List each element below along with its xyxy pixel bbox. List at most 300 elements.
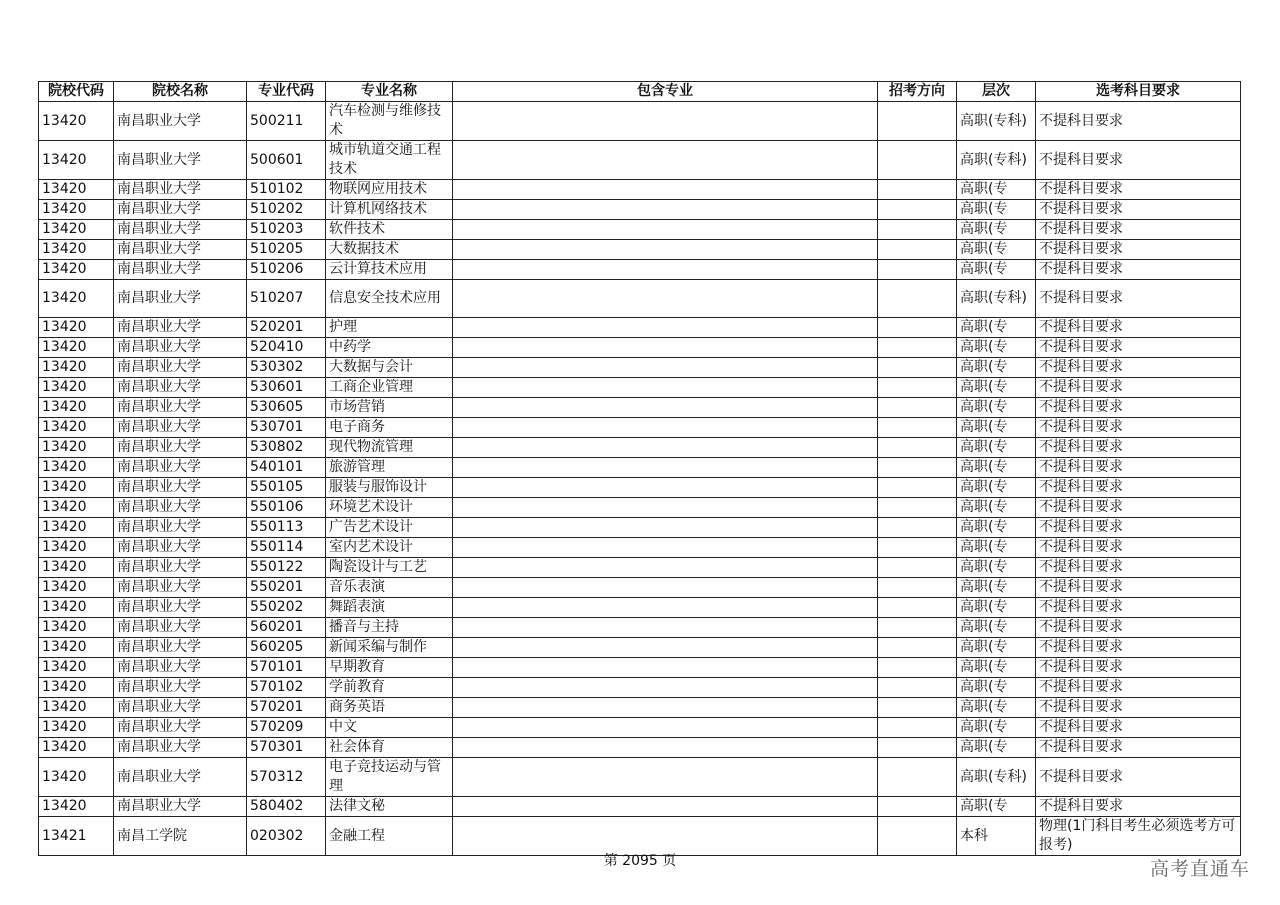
cell-school-code: 13420 — [39, 240, 114, 260]
cell-school-name: 南昌职业大学 — [114, 558, 247, 578]
cell-major-code: 530601 — [247, 378, 326, 398]
cell-school-name: 南昌职业大学 — [114, 418, 247, 438]
cell-direction — [878, 102, 957, 141]
cell-school-name: 南昌职业大学 — [114, 141, 247, 180]
cell-direction — [878, 280, 957, 318]
header-included-majors: 包含专业 — [453, 82, 878, 102]
cell-school-name: 南昌职业大学 — [114, 220, 247, 240]
cell-included-majors — [453, 578, 878, 598]
cell-level: 高职(专 — [957, 418, 1036, 438]
cell-major-name: 学前教育 — [326, 678, 453, 698]
cell-major-name: 护理 — [326, 318, 453, 338]
page-number: 第 2095 页 — [603, 853, 677, 869]
cell-major-name: 播音与主持 — [326, 618, 453, 638]
cell-level: 高职(专 — [957, 618, 1036, 638]
cell-school-code: 13420 — [39, 738, 114, 758]
cell-major-code: 540101 — [247, 458, 326, 478]
table-row — [39, 698, 1241, 718]
cell-major-name: 电子竞技运动与管理 — [326, 758, 453, 797]
cell-major-code: 580402 — [247, 797, 326, 817]
cell-major-name: 中文 — [326, 718, 453, 738]
cell-major-name: 商务英语 — [326, 698, 453, 718]
cell-direction — [878, 418, 957, 438]
cell-direction — [878, 598, 957, 618]
cell-included-majors — [453, 180, 878, 200]
cell-subject-requirement: 不提科目要求 — [1036, 718, 1241, 738]
cell-major-name: 大数据与会计 — [326, 358, 453, 378]
table-row — [39, 558, 1241, 578]
cell-school-code: 13420 — [39, 598, 114, 618]
cell-major-name: 软件技术 — [326, 220, 453, 240]
cell-school-code: 13420 — [39, 358, 114, 378]
table-row — [39, 338, 1241, 358]
table-row — [39, 260, 1241, 280]
cell-school-code: 13420 — [39, 318, 114, 338]
cell-level: 高职(专 — [957, 200, 1036, 220]
cell-major-name: 大数据技术 — [326, 240, 453, 260]
header-major-code: 专业代码 — [247, 82, 326, 102]
cell-major-code: 530302 — [247, 358, 326, 378]
cell-school-code: 13420 — [39, 797, 114, 817]
cell-level: 高职(专 — [957, 658, 1036, 678]
cell-direction — [878, 220, 957, 240]
cell-school-name: 南昌职业大学 — [114, 378, 247, 398]
cell-level: 高职(专科) — [957, 141, 1036, 180]
cell-subject-requirement: 不提科目要求 — [1036, 102, 1241, 141]
cell-major-code: 550106 — [247, 498, 326, 518]
cell-level: 高职(专 — [957, 180, 1036, 200]
cell-school-name: 南昌职业大学 — [114, 797, 247, 817]
cell-included-majors — [453, 738, 878, 758]
cell-subject-requirement: 不提科目要求 — [1036, 338, 1241, 358]
table-row — [39, 797, 1241, 817]
cell-level: 高职(专 — [957, 260, 1036, 280]
cell-school-name: 南昌职业大学 — [114, 658, 247, 678]
cell-major-code: 530802 — [247, 438, 326, 458]
cell-major-name: 信息安全技术应用 — [326, 280, 453, 318]
table-row — [39, 498, 1241, 518]
cell-major-name: 法律文秘 — [326, 797, 453, 817]
cell-major-code: 510207 — [247, 280, 326, 318]
cell-major-name: 环境艺术设计 — [326, 498, 453, 518]
cell-major-code: 510202 — [247, 200, 326, 220]
cell-school-code: 13420 — [39, 260, 114, 280]
cell-level: 高职(专 — [957, 458, 1036, 478]
cell-level: 本科 — [957, 817, 1036, 856]
cell-level: 高职(专 — [957, 398, 1036, 418]
cell-major-name: 早期教育 — [326, 658, 453, 678]
cell-school-name: 南昌职业大学 — [114, 698, 247, 718]
cell-direction — [878, 458, 957, 478]
cell-school-code: 13420 — [39, 478, 114, 498]
cell-school-name: 南昌职业大学 — [114, 102, 247, 141]
cell-level: 高职(专 — [957, 240, 1036, 260]
cell-school-name: 南昌职业大学 — [114, 358, 247, 378]
cell-school-code: 13420 — [39, 378, 114, 398]
header-school-name: 院校名称 — [114, 82, 247, 102]
cell-major-name: 旅游管理 — [326, 458, 453, 478]
cell-major-name: 工商企业管理 — [326, 378, 453, 398]
cell-school-code: 13420 — [39, 338, 114, 358]
cell-school-code: 13420 — [39, 618, 114, 638]
cell-major-code: 550113 — [247, 518, 326, 538]
cell-level: 高职(专 — [957, 378, 1036, 398]
cell-major-code: 510205 — [247, 240, 326, 260]
cell-included-majors — [453, 102, 878, 141]
table-row — [39, 180, 1241, 200]
cell-subject-requirement: 不提科目要求 — [1036, 538, 1241, 558]
cell-direction — [878, 698, 957, 718]
table-row — [39, 678, 1241, 698]
table-body — [39, 102, 1241, 856]
table-row — [39, 240, 1241, 260]
cell-direction — [878, 538, 957, 558]
cell-level: 高职(专 — [957, 318, 1036, 338]
cell-subject-requirement: 不提科目要求 — [1036, 438, 1241, 458]
table-row — [39, 618, 1241, 638]
cell-major-name: 物联网应用技术 — [326, 180, 453, 200]
cell-direction — [878, 180, 957, 200]
cell-major-code: 570201 — [247, 698, 326, 718]
table-row — [39, 102, 1241, 141]
cell-level: 高职(专科) — [957, 102, 1036, 141]
cell-subject-requirement: 不提科目要求 — [1036, 578, 1241, 598]
cell-school-name: 南昌职业大学 — [114, 758, 247, 797]
cell-direction — [878, 398, 957, 418]
table-row — [39, 458, 1241, 478]
cell-subject-requirement: 不提科目要求 — [1036, 200, 1241, 220]
cell-subject-requirement: 不提科目要求 — [1036, 318, 1241, 338]
cell-level: 高职(专 — [957, 738, 1036, 758]
cell-school-code: 13420 — [39, 458, 114, 478]
table-row — [39, 598, 1241, 618]
cell-school-code: 13421 — [39, 817, 114, 856]
cell-major-code: 530701 — [247, 418, 326, 438]
cell-major-name: 室内艺术设计 — [326, 538, 453, 558]
cell-subject-requirement: 物理(1门科目考生必须选考方可报考) — [1036, 817, 1241, 856]
cell-level: 高职(专 — [957, 478, 1036, 498]
cell-direction — [878, 200, 957, 220]
cell-subject-requirement: 不提科目要求 — [1036, 498, 1241, 518]
cell-school-name: 南昌职业大学 — [114, 338, 247, 358]
cell-major-name: 中药学 — [326, 338, 453, 358]
admission-table — [38, 81, 1241, 856]
cell-school-code: 13420 — [39, 220, 114, 240]
cell-major-name: 云计算技术应用 — [326, 260, 453, 280]
table-row — [39, 658, 1241, 678]
cell-level: 高职(专 — [957, 638, 1036, 658]
cell-major-code: 570301 — [247, 738, 326, 758]
cell-school-name: 南昌职业大学 — [114, 638, 247, 658]
cell-school-name: 南昌职业大学 — [114, 180, 247, 200]
cell-direction — [878, 658, 957, 678]
cell-school-code: 13420 — [39, 398, 114, 418]
cell-subject-requirement: 不提科目要求 — [1036, 638, 1241, 658]
cell-major-code: 570101 — [247, 658, 326, 678]
cell-direction — [878, 618, 957, 638]
cell-subject-requirement: 不提科目要求 — [1036, 598, 1241, 618]
cell-included-majors — [453, 678, 878, 698]
cell-included-majors — [453, 558, 878, 578]
table-row — [39, 638, 1241, 658]
cell-included-majors — [453, 220, 878, 240]
cell-school-name: 南昌职业大学 — [114, 678, 247, 698]
cell-included-majors — [453, 518, 878, 538]
cell-school-code: 13420 — [39, 438, 114, 458]
cell-school-name: 南昌职业大学 — [114, 618, 247, 638]
cell-level: 高职(专 — [957, 220, 1036, 240]
cell-included-majors — [453, 398, 878, 418]
cell-level: 高职(专 — [957, 797, 1036, 817]
cell-school-name: 南昌职业大学 — [114, 598, 247, 618]
cell-major-name: 新闻采编与制作 — [326, 638, 453, 658]
cell-included-majors — [453, 797, 878, 817]
cell-included-majors — [453, 141, 878, 180]
cell-major-name: 金融工程 — [326, 817, 453, 856]
cell-major-name: 陶瓷设计与工艺 — [326, 558, 453, 578]
cell-level: 高职(专 — [957, 698, 1036, 718]
cell-major-code: 550114 — [247, 538, 326, 558]
cell-direction — [878, 518, 957, 538]
cell-level: 高职(专科) — [957, 758, 1036, 797]
cell-major-code: 510102 — [247, 180, 326, 200]
cell-major-code: 530605 — [247, 398, 326, 418]
cell-school-code: 13420 — [39, 200, 114, 220]
cell-included-majors — [453, 338, 878, 358]
cell-subject-requirement: 不提科目要求 — [1036, 220, 1241, 240]
cell-included-majors — [453, 598, 878, 618]
cell-school-name: 南昌职业大学 — [114, 398, 247, 418]
header-direction: 招考方向 — [878, 82, 957, 102]
cell-major-code: 510203 — [247, 220, 326, 240]
cell-direction — [878, 758, 957, 797]
cell-school-code: 13420 — [39, 538, 114, 558]
cell-major-name: 音乐表演 — [326, 578, 453, 598]
cell-major-code: 520410 — [247, 338, 326, 358]
cell-subject-requirement: 不提科目要求 — [1036, 180, 1241, 200]
cell-included-majors — [453, 260, 878, 280]
cell-subject-requirement: 不提科目要求 — [1036, 260, 1241, 280]
cell-level: 高职(专 — [957, 338, 1036, 358]
header-school-code: 院校代码 — [39, 82, 114, 102]
table-row — [39, 141, 1241, 180]
table-header-row — [39, 82, 1241, 102]
table-row — [39, 398, 1241, 418]
cell-level: 高职(专 — [957, 578, 1036, 598]
cell-subject-requirement: 不提科目要求 — [1036, 458, 1241, 478]
cell-major-name: 汽车检测与维修技术 — [326, 102, 453, 141]
cell-level: 高职(专 — [957, 358, 1036, 378]
cell-direction — [878, 498, 957, 518]
cell-included-majors — [453, 698, 878, 718]
cell-level: 高职(专 — [957, 518, 1036, 538]
cell-subject-requirement: 不提科目要求 — [1036, 518, 1241, 538]
table-row — [39, 478, 1241, 498]
cell-direction — [878, 240, 957, 260]
cell-direction — [878, 797, 957, 817]
cell-level: 高职(专 — [957, 558, 1036, 578]
cell-school-code: 13420 — [39, 280, 114, 318]
cell-major-code: 510206 — [247, 260, 326, 280]
table-row — [39, 758, 1241, 797]
cell-major-name: 市场营销 — [326, 398, 453, 418]
cell-major-code: 570102 — [247, 678, 326, 698]
cell-included-majors — [453, 358, 878, 378]
cell-major-code: 500211 — [247, 102, 326, 141]
cell-school-code: 13420 — [39, 718, 114, 738]
table-row — [39, 578, 1241, 598]
cell-included-majors — [453, 638, 878, 658]
cell-included-majors — [453, 458, 878, 478]
cell-school-code: 13420 — [39, 758, 114, 797]
cell-included-majors — [453, 280, 878, 318]
cell-school-name: 南昌职业大学 — [114, 498, 247, 518]
cell-major-code: 570209 — [247, 718, 326, 738]
cell-major-code: 550202 — [247, 598, 326, 618]
table-row — [39, 418, 1241, 438]
cell-major-name: 电子商务 — [326, 418, 453, 438]
cell-subject-requirement: 不提科目要求 — [1036, 398, 1241, 418]
cell-included-majors — [453, 418, 878, 438]
cell-included-majors — [453, 200, 878, 220]
cell-subject-requirement: 不提科目要求 — [1036, 797, 1241, 817]
cell-school-name: 南昌职业大学 — [114, 280, 247, 318]
cell-subject-requirement: 不提科目要求 — [1036, 738, 1241, 758]
cell-direction — [878, 738, 957, 758]
cell-major-code: 570312 — [247, 758, 326, 797]
cell-subject-requirement: 不提科目要求 — [1036, 698, 1241, 718]
cell-included-majors — [453, 538, 878, 558]
table-row — [39, 318, 1241, 338]
cell-direction — [878, 260, 957, 280]
cell-school-name: 南昌职业大学 — [114, 578, 247, 598]
cell-direction — [878, 578, 957, 598]
cell-included-majors — [453, 658, 878, 678]
table-row — [39, 438, 1241, 458]
cell-direction — [878, 338, 957, 358]
cell-direction — [878, 678, 957, 698]
cell-major-name: 广告艺术设计 — [326, 518, 453, 538]
cell-level: 高职(专 — [957, 678, 1036, 698]
table-row — [39, 378, 1241, 398]
table-row — [39, 220, 1241, 240]
cell-direction — [878, 378, 957, 398]
cell-level: 高职(专 — [957, 438, 1036, 458]
cell-school-code: 13420 — [39, 498, 114, 518]
table-row — [39, 200, 1241, 220]
cell-school-name: 南昌职业大学 — [114, 458, 247, 478]
cell-school-name: 南昌职业大学 — [114, 260, 247, 280]
cell-major-code: 560201 — [247, 618, 326, 638]
cell-school-name: 南昌职业大学 — [114, 518, 247, 538]
table-row — [39, 358, 1241, 378]
cell-direction — [878, 438, 957, 458]
cell-subject-requirement: 不提科目要求 — [1036, 558, 1241, 578]
cell-subject-requirement: 不提科目要求 — [1036, 378, 1241, 398]
cell-school-name: 南昌职业大学 — [114, 538, 247, 558]
cell-subject-requirement: 不提科目要求 — [1036, 618, 1241, 638]
cell-school-code: 13420 — [39, 102, 114, 141]
cell-subject-requirement: 不提科目要求 — [1036, 658, 1241, 678]
cell-school-code: 13420 — [39, 678, 114, 698]
header-level: 层次 — [957, 82, 1036, 102]
cell-direction — [878, 478, 957, 498]
cell-direction — [878, 638, 957, 658]
cell-direction — [878, 141, 957, 180]
cell-subject-requirement: 不提科目要求 — [1036, 240, 1241, 260]
cell-school-code: 13420 — [39, 518, 114, 538]
cell-subject-requirement: 不提科目要求 — [1036, 418, 1241, 438]
cell-school-name: 南昌职业大学 — [114, 240, 247, 260]
cell-level: 高职(专科) — [957, 280, 1036, 318]
cell-direction — [878, 718, 957, 738]
cell-school-name: 南昌工学院 — [114, 817, 247, 856]
cell-included-majors — [453, 758, 878, 797]
cell-included-majors — [453, 240, 878, 260]
header-major-name: 专业名称 — [326, 82, 453, 102]
cell-school-name: 南昌职业大学 — [114, 200, 247, 220]
cell-school-code: 13420 — [39, 578, 114, 598]
cell-included-majors — [453, 378, 878, 398]
cell-school-code: 13420 — [39, 141, 114, 180]
table-row — [39, 538, 1241, 558]
table-row — [39, 738, 1241, 758]
cell-level: 高职(专 — [957, 538, 1036, 558]
cell-school-code: 13420 — [39, 418, 114, 438]
cell-included-majors — [453, 438, 878, 458]
cell-included-majors — [453, 478, 878, 498]
cell-level: 高职(专 — [957, 718, 1036, 738]
cell-subject-requirement: 不提科目要求 — [1036, 358, 1241, 378]
cell-included-majors — [453, 718, 878, 738]
cell-major-code: 520201 — [247, 318, 326, 338]
cell-school-code: 13420 — [39, 180, 114, 200]
cell-major-name: 现代物流管理 — [326, 438, 453, 458]
cell-level: 高职(专 — [957, 598, 1036, 618]
cell-school-name: 南昌职业大学 — [114, 438, 247, 458]
cell-major-name: 社会体育 — [326, 738, 453, 758]
cell-subject-requirement: 不提科目要求 — [1036, 478, 1241, 498]
cell-subject-requirement: 不提科目要求 — [1036, 758, 1241, 797]
cell-subject-requirement: 不提科目要求 — [1036, 678, 1241, 698]
cell-direction — [878, 358, 957, 378]
cell-school-code: 13420 — [39, 638, 114, 658]
cell-major-code: 550201 — [247, 578, 326, 598]
cell-included-majors — [453, 318, 878, 338]
header-subject-requirement: 选考科目要求 — [1036, 82, 1241, 102]
cell-level: 高职(专 — [957, 498, 1036, 518]
cell-direction — [878, 558, 957, 578]
cell-school-name: 南昌职业大学 — [114, 318, 247, 338]
table-row — [39, 280, 1241, 318]
cell-school-name: 南昌职业大学 — [114, 738, 247, 758]
cell-major-code: 500601 — [247, 141, 326, 180]
cell-school-code: 13420 — [39, 558, 114, 578]
cell-major-code: 550105 — [247, 478, 326, 498]
cell-subject-requirement: 不提科目要求 — [1036, 280, 1241, 318]
cell-school-code: 13420 — [39, 698, 114, 718]
cell-major-code: 020302 — [247, 817, 326, 856]
cell-school-code: 13420 — [39, 658, 114, 678]
cell-major-name: 计算机网络技术 — [326, 200, 453, 220]
cell-included-majors — [453, 618, 878, 638]
cell-school-name: 南昌职业大学 — [114, 718, 247, 738]
cell-major-code: 560205 — [247, 638, 326, 658]
cell-major-name: 城市轨道交通工程技术 — [326, 141, 453, 180]
cell-direction — [878, 318, 957, 338]
table-row — [39, 718, 1241, 738]
cell-subject-requirement: 不提科目要求 — [1036, 141, 1241, 180]
